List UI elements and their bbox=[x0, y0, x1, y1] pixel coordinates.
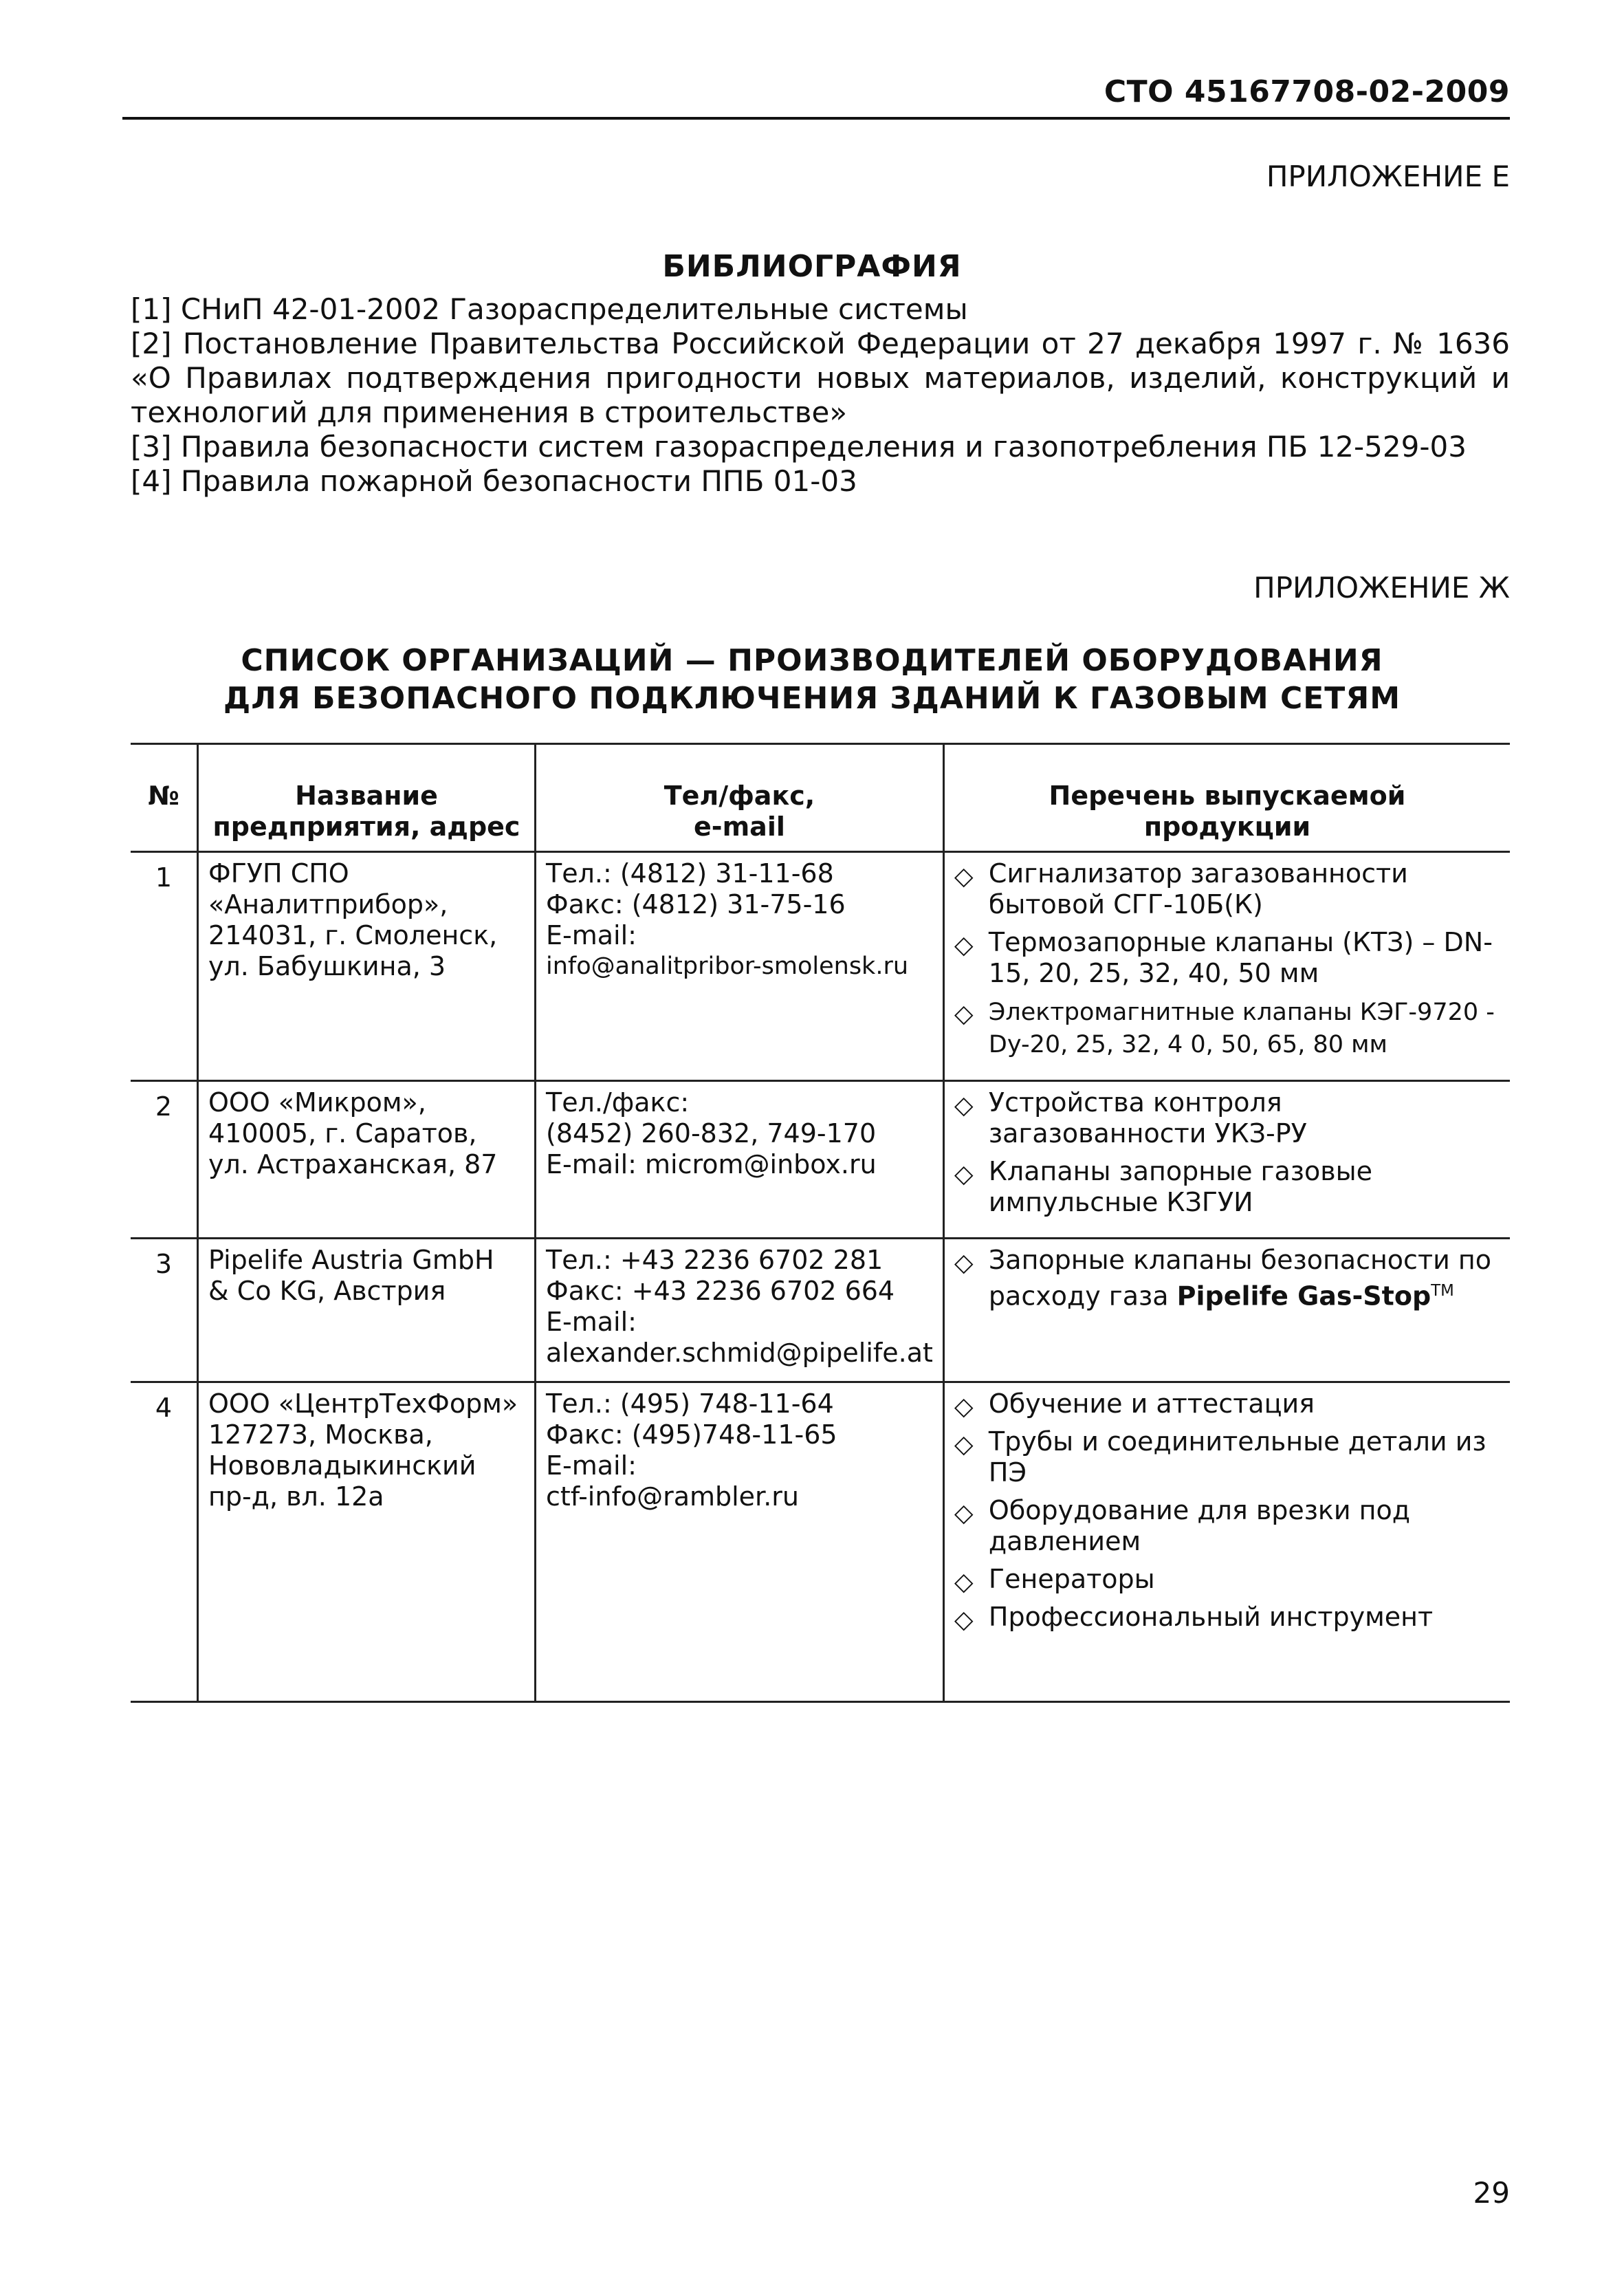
diamond-bullet-icon: ◇ bbox=[954, 1606, 974, 1634]
row-number: 4 bbox=[155, 1393, 173, 1423]
company-cell: ФГУП СПО «Аналитприбор», 214031, г. Смоленск, ул. Бабушкина, 3 bbox=[198, 852, 536, 1081]
products-cell bbox=[943, 1382, 1510, 1702]
company-cell: ООО «ЦентрТехФорм» 127273, Москва, Нововладыкинский пр-д, вл. 12а bbox=[198, 1382, 536, 1702]
product-item: ◇ Профессиональный инструмент bbox=[954, 1602, 1434, 1634]
product-item: ◇ Устройства контроля загазованности УКЗ-РУ bbox=[954, 1087, 1307, 1149]
table-row bbox=[131, 852, 1510, 1081]
contact-cell: Тел.: (495) 748-11-64 Факс: (495)748-11-65 E-mail: ctf-info@rambler.ru bbox=[536, 1382, 944, 1702]
header-rule bbox=[122, 117, 1510, 120]
appendix-zh-label: ПРИЛОЖЕНИЕ Ж bbox=[1253, 571, 1510, 605]
bibliography-item: [3] Правила безопасности систем газораспределения и газопотребления ПБ 12-529-03 bbox=[131, 430, 1467, 464]
organizations-title-line2: ДЛЯ БЕЗОПАСНОГО ПОДКЛЮЧЕНИЯ ЗДАНИЙ К ГАЗОВЫМ СЕТЯМ bbox=[223, 681, 1401, 716]
product-item: ◇ Термозапорные клапаны (КТЗ) – DN-15, 20, 25, 32, 40, 50 мм bbox=[954, 927, 1493, 988]
products-cell bbox=[943, 1081, 1510, 1239]
document-code: СТО 45167708-02-2009 bbox=[1104, 74, 1510, 109]
company-cell: Pipelife Austria GmbH & Co KG, Австрия bbox=[198, 1239, 536, 1382]
diamond-bullet-icon: ◇ bbox=[954, 1393, 974, 1421]
header-contacts: Тел/факс, e-mail bbox=[536, 744, 944, 852]
page-number: 29 bbox=[1473, 2176, 1510, 2210]
contact-cell: Тел.: +43 2236 6702 281 Факс: +43 2236 6702 664 E-mail: alexander.schmid@pipelife.at bbox=[536, 1239, 944, 1382]
diamond-bullet-icon: ◇ bbox=[954, 1499, 974, 1527]
table-row bbox=[131, 1239, 1510, 1382]
email-address: E-mail: microm@inbox.ru bbox=[546, 1149, 877, 1179]
row-number: 1 bbox=[155, 862, 173, 893]
diamond-bullet-icon: ◇ bbox=[954, 1249, 974, 1277]
row-number: 2 bbox=[155, 1091, 173, 1122]
diamond-bullet-icon: ◇ bbox=[954, 1000, 974, 1028]
company-cell: ООО «Микром», 410005, г. Саратов, ул. Астраханская, 87 bbox=[198, 1081, 536, 1239]
header-company: Название предприятия, адрес bbox=[198, 744, 536, 852]
header-products: Перечень выпускаемой продукции bbox=[943, 744, 1510, 852]
organizations-title-line1: СПИСОК ОРГАНИЗАЦИЙ — ПРОИЗВОДИТЕЛЕЙ ОБОРУДОВАНИЯ bbox=[241, 643, 1383, 678]
table-row bbox=[131, 1382, 1510, 1702]
trademark-mark: TM bbox=[1431, 1282, 1454, 1300]
contact-cell: Тел./факс: (8452) 260-832, 749-170 E-mail: microm@inbox.ru bbox=[536, 1081, 944, 1239]
contact-cell: Тел.: (4812) 31-11-68 Факс: (4812) 31-75-16 E-mail: info@analitpribor-smolensk.ru bbox=[536, 852, 944, 1081]
product-item: ◇ Обучение и аттестация bbox=[954, 1389, 1315, 1421]
product-item: ◇ Оборудование для врезки под давлением bbox=[954, 1495, 1411, 1556]
diamond-bullet-icon: ◇ bbox=[954, 862, 974, 891]
diamond-bullet-icon: ◇ bbox=[954, 931, 974, 959]
email-address: alexander.schmid@pipelife.at bbox=[546, 1338, 933, 1368]
bibliography-title: БИБЛИОГРАФИЯ bbox=[662, 249, 962, 284]
product-item: ◇ Запорные клапаны безопасности по расходу газа Pipelife Gas-Stop™ bbox=[954, 1245, 1491, 1311]
product-item: ◇ Клапаны запорные газовые импульсные КЗГУИ bbox=[954, 1156, 1373, 1217]
email-address: ctf-info@rambler.ru bbox=[546, 1481, 799, 1512]
appendix-e-label: ПРИЛОЖЕНИЕ Е bbox=[1266, 160, 1510, 193]
product-item: ◇ Сигнализатор загазованности бытовой СГГ-10Б(К) bbox=[954, 858, 1408, 919]
products-cell bbox=[943, 852, 1510, 1081]
diamond-bullet-icon: ◇ bbox=[954, 1160, 974, 1188]
product-brand: Pipelife Gas-Stop bbox=[1176, 1281, 1431, 1311]
product-item: ◇ Трубы и соединительные детали из ПЭ bbox=[954, 1426, 1486, 1488]
table-header-row bbox=[131, 744, 1510, 852]
email-address: info@analitpribor-smolensk.ru bbox=[546, 953, 909, 980]
product-item: ◇ Электромагнитные клапаны КЭГ-9720 - Dy-20, 25, 32, 4 0, 50, 65, 80 мм bbox=[954, 999, 1495, 1058]
header-number: № bbox=[148, 781, 179, 811]
bibliography-item: [4] Правила пожарной безопасности ППБ 01-03 bbox=[131, 464, 857, 498]
bibliography-item: [2] Постановление Правительства Российской Федерации от 27 декабря 1997 г. № 1636 «О Правилах подтверждения пригодности новых материалов, изделий, конструкций и технологий для применения в строительстве» bbox=[131, 327, 1510, 429]
row-number: 3 bbox=[155, 1249, 173, 1279]
diamond-bullet-icon: ◇ bbox=[954, 1568, 974, 1596]
manufacturers-table bbox=[131, 743, 1510, 1703]
product-item: ◇ Генераторы bbox=[954, 1564, 1155, 1596]
diamond-bullet-icon: ◇ bbox=[954, 1430, 974, 1459]
table-row bbox=[131, 1081, 1510, 1239]
bibliography-list bbox=[131, 292, 1510, 499]
diamond-bullet-icon: ◇ bbox=[954, 1091, 974, 1120]
bibliography-item: [1] СНиП 42-01-2002 Газораспределительные системы bbox=[131, 292, 968, 326]
products-cell bbox=[943, 1239, 1510, 1382]
